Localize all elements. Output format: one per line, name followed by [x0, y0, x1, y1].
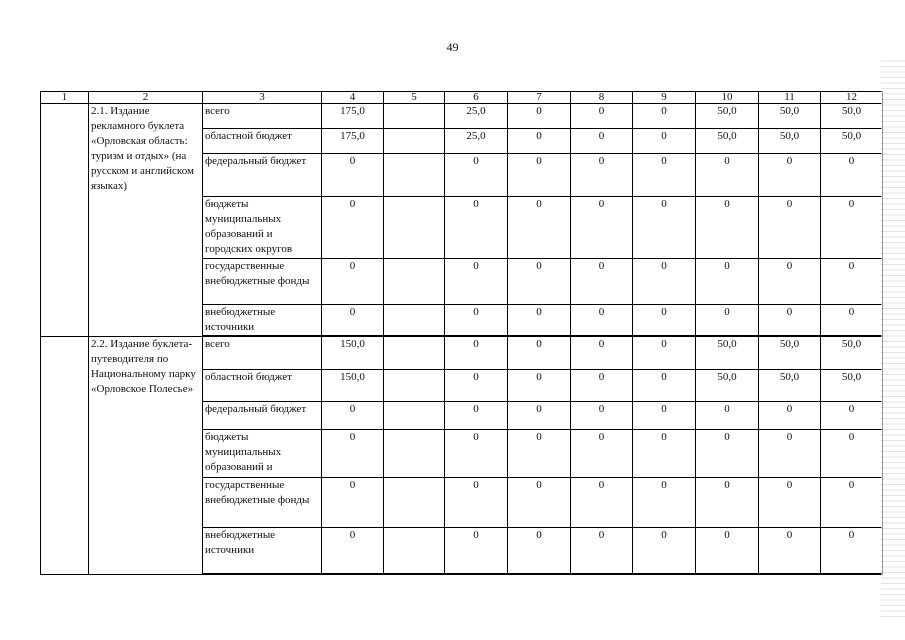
amount-cell: 0: [759, 197, 821, 259]
funding-source: внебюджетные источники: [203, 527, 322, 574]
amount-cell: 0: [508, 305, 571, 337]
amount-cell: 50,0: [821, 104, 883, 129]
amount-cell: 0: [759, 401, 821, 429]
amount-cell: 0: [696, 259, 759, 305]
row-number-cell: [41, 336, 89, 574]
amount-cell: 0: [508, 259, 571, 305]
amount-cell: 0: [571, 154, 633, 197]
amount-cell: 0: [696, 197, 759, 259]
measure-title: 2.2. Издание буклета-путеводителя по Национальному парку «Орловское Полесье»: [89, 336, 203, 574]
amount-cell: 0: [821, 154, 883, 197]
amount-cell: 0: [322, 429, 384, 477]
amount-cell: 0: [322, 197, 384, 259]
amount-cell: 0: [633, 477, 696, 527]
amount-cell: 0: [821, 527, 883, 574]
page-number: 49: [446, 40, 459, 54]
amount-cell: 175,0: [322, 104, 384, 129]
amount-cell: 0: [508, 104, 571, 129]
amount-cell: 0: [571, 104, 633, 129]
amount-cell: 0: [633, 527, 696, 574]
amount-cell: 0: [508, 154, 571, 197]
amount-cell: 175,0: [322, 129, 384, 154]
funding-source: бюджеты муниципальных образований и: [203, 429, 322, 477]
amount-cell: 0: [633, 369, 696, 401]
amount-cell: 0: [508, 336, 571, 369]
column-header: 6: [445, 92, 508, 104]
funding-source: государственные внебюджетные фонды: [203, 477, 322, 527]
amount-cell: 0: [571, 477, 633, 527]
amount-cell: 0: [633, 305, 696, 337]
table-row: [41, 104, 883, 129]
amount-cell: 0: [821, 477, 883, 527]
amount-cell: 0: [759, 259, 821, 305]
amount-cell: 0: [445, 401, 508, 429]
amount-cell: 0: [322, 401, 384, 429]
amount-cell: [384, 259, 445, 305]
amount-cell: 0: [508, 129, 571, 154]
column-header: 5: [384, 92, 445, 104]
measure-title: 2.1. Издание рекламного буклета «Орловская область: туризм и отдых» (на русском и английском языках): [89, 104, 203, 337]
amount-cell: [384, 527, 445, 574]
amount-cell: 0: [571, 369, 633, 401]
amount-cell: 50,0: [696, 369, 759, 401]
amount-cell: 0: [508, 527, 571, 574]
amount-cell: 0: [696, 429, 759, 477]
amount-cell: 0: [696, 477, 759, 527]
column-header: 10: [696, 92, 759, 104]
column-header: 12: [821, 92, 883, 104]
amount-cell: 0: [571, 401, 633, 429]
amount-cell: [384, 154, 445, 197]
amount-cell: 50,0: [759, 369, 821, 401]
amount-cell: [384, 129, 445, 154]
amount-cell: 0: [759, 154, 821, 197]
amount-cell: 50,0: [759, 129, 821, 154]
amount-cell: [384, 369, 445, 401]
amount-cell: 0: [571, 129, 633, 154]
amount-cell: 0: [445, 369, 508, 401]
amount-cell: 0: [571, 259, 633, 305]
funding-source: областной бюджет: [203, 369, 322, 401]
amount-cell: 0: [571, 197, 633, 259]
amount-cell: 0: [571, 527, 633, 574]
amount-cell: 0: [696, 527, 759, 574]
amount-cell: 0: [322, 477, 384, 527]
table-row: [41, 336, 883, 369]
amount-cell: [384, 197, 445, 259]
amount-cell: 0: [508, 429, 571, 477]
amount-cell: 0: [445, 429, 508, 477]
funding-table: [40, 91, 883, 575]
amount-cell: 0: [633, 154, 696, 197]
column-header: 7: [508, 92, 571, 104]
amount-cell: 50,0: [696, 336, 759, 369]
column-header: 2: [89, 92, 203, 104]
amount-cell: 0: [696, 305, 759, 337]
funding-source: всего: [203, 104, 322, 129]
funding-source: бюджеты муниципальных образований и городских округов: [203, 197, 322, 259]
amount-cell: 50,0: [696, 104, 759, 129]
amount-cell: 0: [571, 429, 633, 477]
funding-source: государственные внебюджетные фонды: [203, 259, 322, 305]
amount-cell: 0: [821, 197, 883, 259]
amount-cell: 0: [571, 305, 633, 337]
amount-cell: 0: [821, 401, 883, 429]
amount-cell: 0: [759, 477, 821, 527]
column-header: 11: [759, 92, 821, 104]
amount-cell: 0: [322, 154, 384, 197]
column-header: 3: [203, 92, 322, 104]
amount-cell: 50,0: [821, 369, 883, 401]
amount-cell: 0: [445, 154, 508, 197]
amount-cell: 0: [821, 305, 883, 337]
amount-cell: 0: [633, 197, 696, 259]
amount-cell: 0: [322, 527, 384, 574]
amount-cell: 25,0: [445, 129, 508, 154]
funding-source: внебюджетные источники: [203, 305, 322, 337]
amount-cell: 0: [508, 197, 571, 259]
amount-cell: 0: [821, 429, 883, 477]
amount-cell: 50,0: [696, 129, 759, 154]
amount-cell: 0: [322, 305, 384, 337]
amount-cell: 0: [696, 401, 759, 429]
funding-source: федеральный бюджет: [203, 154, 322, 197]
column-header: 8: [571, 92, 633, 104]
amount-cell: [384, 477, 445, 527]
amount-cell: 0: [633, 429, 696, 477]
amount-cell: 0: [445, 477, 508, 527]
column-header: 1: [41, 92, 89, 104]
row-number-cell: [41, 104, 89, 337]
amount-cell: [384, 305, 445, 337]
amount-cell: 25,0: [445, 104, 508, 129]
amount-cell: 50,0: [821, 336, 883, 369]
funding-source: федеральный бюджет: [203, 401, 322, 429]
amount-cell: 0: [508, 477, 571, 527]
column-header: 9: [633, 92, 696, 104]
amount-cell: 0: [445, 336, 508, 369]
column-number-row: [41, 92, 883, 104]
amount-cell: 50,0: [821, 129, 883, 154]
amount-cell: 0: [633, 336, 696, 369]
amount-cell: 0: [445, 197, 508, 259]
amount-cell: 150,0: [322, 369, 384, 401]
amount-cell: 0: [571, 336, 633, 369]
amount-cell: 0: [633, 129, 696, 154]
amount-cell: 0: [445, 259, 508, 305]
funding-source: областной бюджет: [203, 129, 322, 154]
amount-cell: 150,0: [322, 336, 384, 369]
amount-cell: 0: [633, 401, 696, 429]
amount-cell: 0: [508, 369, 571, 401]
column-header: 4: [322, 92, 384, 104]
amount-cell: 0: [508, 401, 571, 429]
funding-source: всего: [203, 336, 322, 369]
amount-cell: 0: [821, 259, 883, 305]
amount-cell: 0: [696, 154, 759, 197]
amount-cell: 0: [759, 527, 821, 574]
scan-edge-noise: [881, 60, 905, 620]
amount-cell: 0: [445, 527, 508, 574]
amount-cell: [384, 336, 445, 369]
amount-cell: 0: [633, 259, 696, 305]
amount-cell: [384, 401, 445, 429]
amount-cell: 50,0: [759, 336, 821, 369]
amount-cell: 0: [445, 305, 508, 337]
amount-cell: [384, 429, 445, 477]
amount-cell: 0: [759, 429, 821, 477]
amount-cell: 0: [759, 305, 821, 337]
amount-cell: 0: [322, 259, 384, 305]
amount-cell: 0: [633, 104, 696, 129]
amount-cell: [384, 104, 445, 129]
amount-cell: 50,0: [759, 104, 821, 129]
